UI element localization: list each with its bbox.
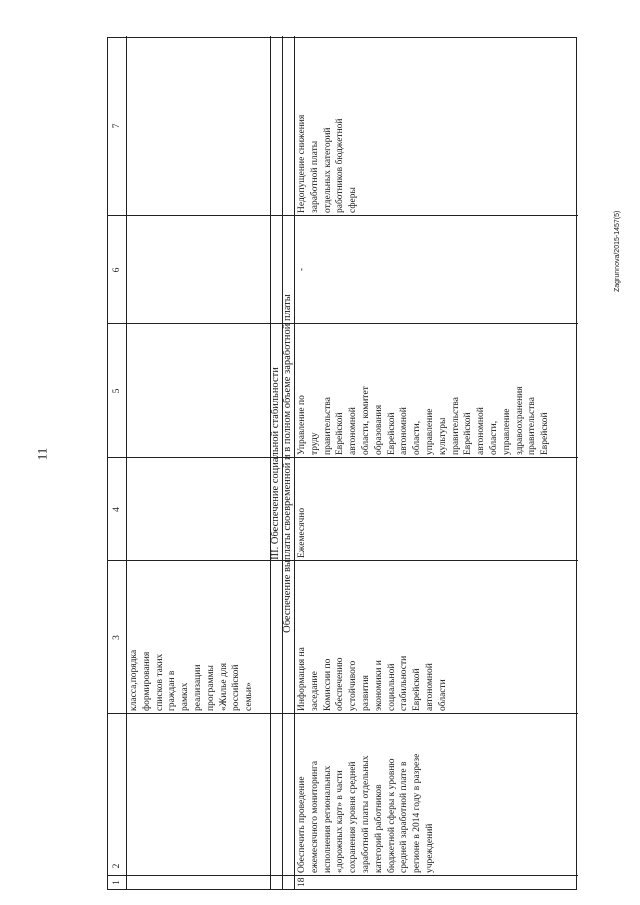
- row-18-task: Обеспечить проведение ежемесячного мониторинга исполнения региональных «дорожных карт» в части сохранения уровня средней заработной платы отдельных категорий работников бюджетной сферы к уровню средней заработной плате в регионе в 2014 году в разрезе учреждений: [297, 753, 435, 873]
- subsection-title: Обеспечение выплаты своевременной и в полном объеме заработной платы: [282, 294, 293, 633]
- plan-table: [107, 37, 577, 890]
- col-number-3: 3: [112, 635, 122, 640]
- section-title: III. Обеспечение социальной стабильности: [270, 367, 281, 560]
- col-number-1: 1: [112, 880, 122, 885]
- col-number-7: 7: [112, 123, 122, 129]
- col-number-6: 6: [112, 267, 122, 273]
- row-18-result: Недопущение снижения заработной платы отдельных категорий работников бюджетной сферы: [297, 114, 359, 213]
- page-number: 11: [34, 447, 50, 461]
- row-18-responsible: Управление по труду правительства Еврейской автономной области, комитет образования Еврейской автономной области, управление культуры правительства Еврейской автономной области, управление здравоохранения правительства Еврейской: [297, 386, 551, 455]
- row-18-term: Ежемесячно: [297, 507, 307, 558]
- row-18-number: 18: [297, 877, 307, 887]
- row-18-form: Информация на заседание Комиссии по обеспечению устойчивого развития экономики и социальной стабильности Еврейской автономной области: [297, 647, 448, 711]
- continued-col3: класса,порядка формирования списков таких граждан в рамках реализации программы «Жилье для российской семьи»: [129, 649, 255, 711]
- row-18-funding: -: [297, 267, 307, 272]
- col-number-2: 2: [112, 863, 122, 869]
- col-number-4: 4: [112, 507, 122, 512]
- document-code: Zagrunnova/2015-1457(5): [614, 210, 621, 292]
- col-number-5: 5: [112, 388, 122, 394]
